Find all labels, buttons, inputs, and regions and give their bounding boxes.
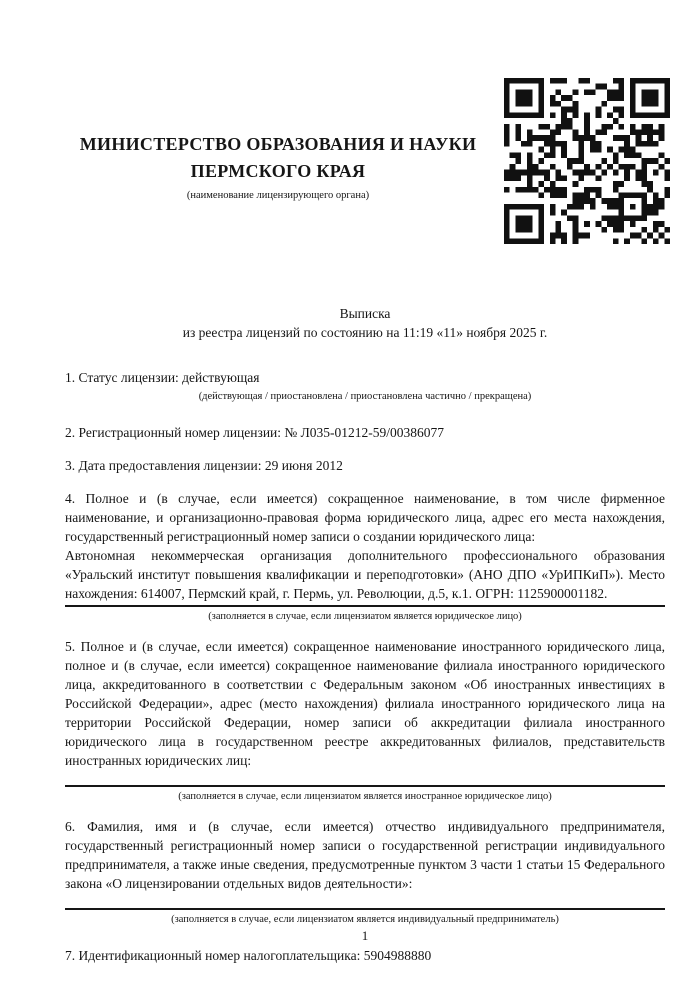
- item-registration-number: 2. Регистрационный номер лицензии: № Л035-01212-59/00386077: [65, 425, 445, 440]
- item-grant-date: 3. Дата предоставления лицензии: 29 июня 2012: [65, 458, 343, 473]
- fill-in-rule-foreign-entity: [65, 785, 665, 787]
- item-entrepreneur-caption: (заполняется в случае, если лицензиатом является индивидуальный предприниматель): [171, 914, 559, 925]
- ministry-caption: (наименование лицензирующего органа): [186, 190, 370, 201]
- item-legal-entity-label: 4. Полное и (в случае, если имеется) сокращенное наименование, в том числе фирменное наименование, и организационно-правовая форма юридического лица, адрес его места нахождения, государственный регистрационный номер записи о создании юридического лица:: [65, 491, 665, 544]
- item-foreign-entity-label: 5. Полное и (в случае, если имеется) сокращенное наименование иностранного юридического лица, полное и (в случае, если имеется) сокращенное наименование филиала иностранного юридического лица, аккредитованного в соответствии с Федеральным законом «Об иностранных инвестициях в Российской Федерации», адрес (место нахождения) филиала иностранного юридического лица на территории Российской Федерации, номер записи об аккредитации филиала иностранного юридического лица в государственном реестре аккредитованных филиалов, представительств иностранных юридических лиц:: [65, 639, 665, 768]
- qr-code-image: [504, 78, 670, 244]
- item-license-status-caption: (действующая / приостановлена / приостановлена частично / прекращена): [198, 391, 532, 402]
- item-foreign-entity-caption: (заполняется в случае, если лицензиатом является иностранное юридическое лицо): [178, 791, 552, 802]
- licensing-authority-header: [65, 131, 491, 202]
- item-legal-entity-value: Автономная некоммерческая организация дополнительного профессионального образования «Уральский институт повышения квалификации и переподготовки» (АНО ДПО «УрИПКиП»). Место нахождения: 614007, Пермский край, г. Пермь, ул. Революции, д.5, к.1. ОГРН: 1125900001182.: [65, 548, 665, 601]
- document-body: [65, 368, 665, 965]
- item-license-status: 1. Статус лицензии: действующая: [65, 370, 260, 385]
- fill-in-rule-entrepreneur: [65, 908, 665, 910]
- document-title-line2: из реестра лицензий по состоянию на 11:19 «11» ноября 2025 г.: [182, 325, 548, 340]
- fill-in-rule-legal-entity: [65, 605, 665, 607]
- ministry-name-line1: МИНИСТЕРСТВО ОБРАЗОВАНИЯ И НАУКИ: [79, 134, 477, 154]
- item-entrepreneur-label: 6. Фамилия, имя и (в случае, если имеется) отчество индивидуального предпринимателя, государственный регистрационный номер записи о государственной регистрации индивидуального предпринимателя, а также иные сведения, предусмотренные пунктом 3 части 1 статьи 15 Федерального закона «О лицензировании отдельных видов деятельности»:: [65, 819, 665, 891]
- document-title: [65, 304, 665, 342]
- ministry-name-line2: ПЕРМСКОГО КРАЯ: [190, 161, 366, 181]
- document-title-line1: Выписка: [339, 306, 391, 321]
- item-legal-entity-caption: (заполняется в случае, если лицензиатом является юридическое лицо): [208, 611, 522, 622]
- qr-code: [504, 78, 670, 244]
- page-number: 1: [361, 928, 369, 943]
- item-taxpayer-number: 7. Идентификационный номер налогоплательщика: 5904988880: [65, 948, 432, 963]
